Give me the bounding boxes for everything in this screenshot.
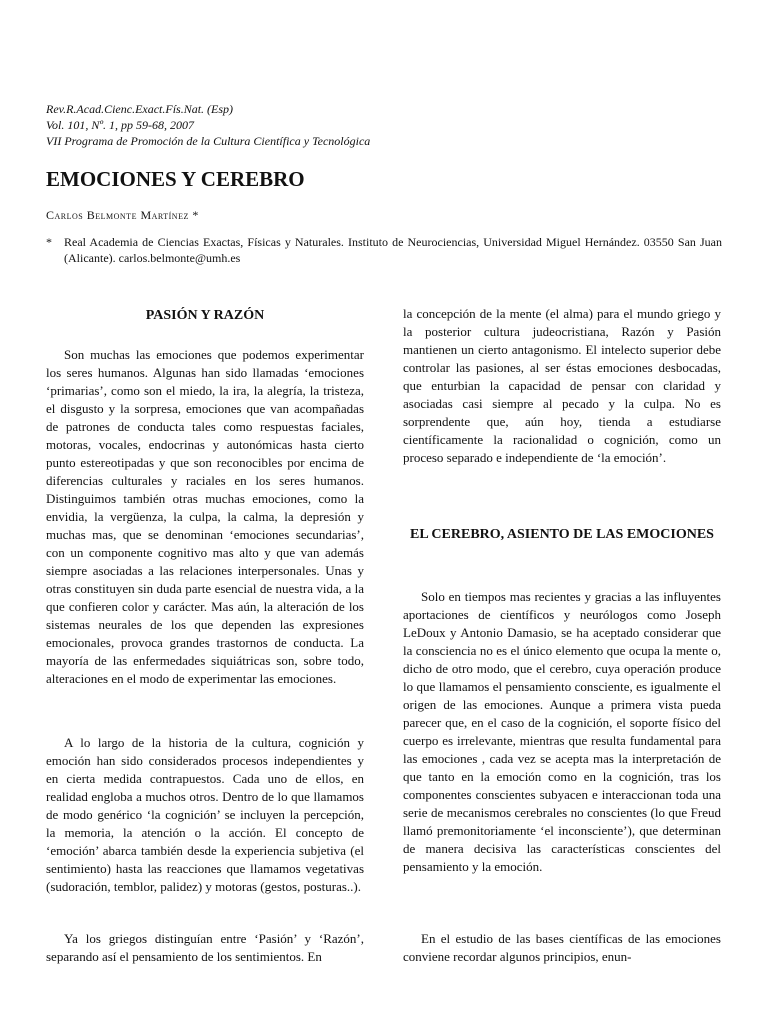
- journal-program: VII Programa de Promoción de la Cultura Científica y Tecnológica: [46, 134, 371, 148]
- paragraph: Ya los griegos distinguían entre ‘Pasión’ y ‘Razón’, separando así el pensamiento de los sentimientos. En: [46, 931, 364, 964]
- journal-volume: Vol. 101, Nº. 1, pp 59-68, 2007: [46, 118, 195, 132]
- affiliation-text: Real Academia de Ciencias Exactas, Físicas y Naturales. Instituto de Neurociencias, Universidad Miguel Hernández. 03550 San Juan (Alicante). carlos.belmonte@umh.es: [64, 235, 722, 265]
- article-author: Carlos Belmonte Martínez *: [46, 208, 199, 222]
- article-title: EMOCIONES Y CEREBRO: [46, 167, 305, 191]
- paragraph: Solo en tiempos mas recientes y gracias a las influyentes aportaciones de científicos y neurólogos como Joseph LeDoux y Antonio Damasio, se ha aceptado considerar que la consciencia no es el único elemento que ocupa la mente o, dicho de otro modo, que el cerebro, cuya operación produce lo que llamamos el pensamiento consciente, es igualmente el origen de las emociones. Aunque a primera vista pueda parecer que, en el caso de la cognición, el soporte físico del cuerpo es irrelevante, mientras que resulta fundamental para las emociones , cada vez se acepta mas la interpretación de que tanto en la emoción como en la cognición, tras los componentes conscientes subyacen e interaccionan toda una serie de mecanismos cerebrales no conscientes (lo que Freud llamó premonitoriamente ‘el inconsciente’), que determinan de manera decisiva las características conscientes del pensamiento y la emoción.: [403, 589, 721, 874]
- paragraph: En el estudio de las bases científicas de las emociones conviene recordar algunos principios, enun-: [403, 931, 721, 964]
- affiliation-mark: *: [46, 235, 52, 249]
- paragraph: A lo largo de la historia de la cultura, cognición y emoción han sido considerados procesos independientes y en cierta medida contrapuestos. Cada uno de ellos, en realidad engloba a muchos otros. Dentro de lo que llamamos de modo genérico ‘la cognición’ se incluyen la percepción, la memoria, la atención o la acción. El concepto de ‘emoción’ abarca también desde la experiencia subjetiva (el sentimiento) hasta las reacciones que llamamos vegetativas (sudoración, temblor, palidez) y motoras (gestos, posturas..).: [46, 735, 364, 894]
- journal-header: [46, 101, 370, 149]
- author-affiliation: [46, 234, 722, 266]
- journal-citation: Rev.R.Acad.Cienc.Exact.Fís.Nat. (Esp): [46, 102, 234, 116]
- section-heading-pasion-y-razon: PASIÓN Y RAZÓN: [145, 308, 265, 323]
- section-heading-el-cerebro: EL CEREBRO, ASIENTO DE LAS EMOCIONES: [410, 527, 714, 542]
- paragraph: Son muchas las emociones que podemos experimentar los seres humanos. Algunas han sido llamadas ‘emociones ‘primarias’, como son el miedo, la ira, la alegría, la tristeza, el disgusto y la sorpresa, emociones que van acompañadas de patrones de conducta tales como respuestas faciales, motoras, vocales, endocrinas y autonómicas hasta cierto punto estereotipadas y que son reconocibles por encima de diferencias culturales y raciales en los seres humanos. Distinguimos también otras muchas emociones, como la envidia, la vergüenza, la culpa, la calma, la depresión y muchas mas, que se denominan ‘emociones secundarias’, con un componente cognitivo mas alto y que van además siempre asociadas a las relaciones interpersonales. Unas y otras constituyen sin duda parte esencial de nuestra vida, a la que confieren color y carácter. Mas aún, la alteración de los sistemas neurales de los que dependen las expresiones emocionales, provoca grandes trastornos de conducta. La mayoría de las enfermedades siquiátricas son, sobre todo, alteraciones en el modo de experimentar las emociones.: [46, 347, 364, 686]
- paragraph: la concepción de la mente (el alma) para el mundo griego y la posterior cultura judeocristiana, Razón y Pasión mantienen un cierto antagonismo. El intelecto superior debe controlar las pasiones, al ser éstas emociones desbocadas, que enturbian la capacidad de pensar con claridad y asociadas casi siempre al pecado y la culpa. No es sorprendente que, aún hoy, tienda a estudiarse científicamente la racionalidad o cognición, como un proceso separado e independiente de ‘la emoción’.: [403, 306, 721, 465]
